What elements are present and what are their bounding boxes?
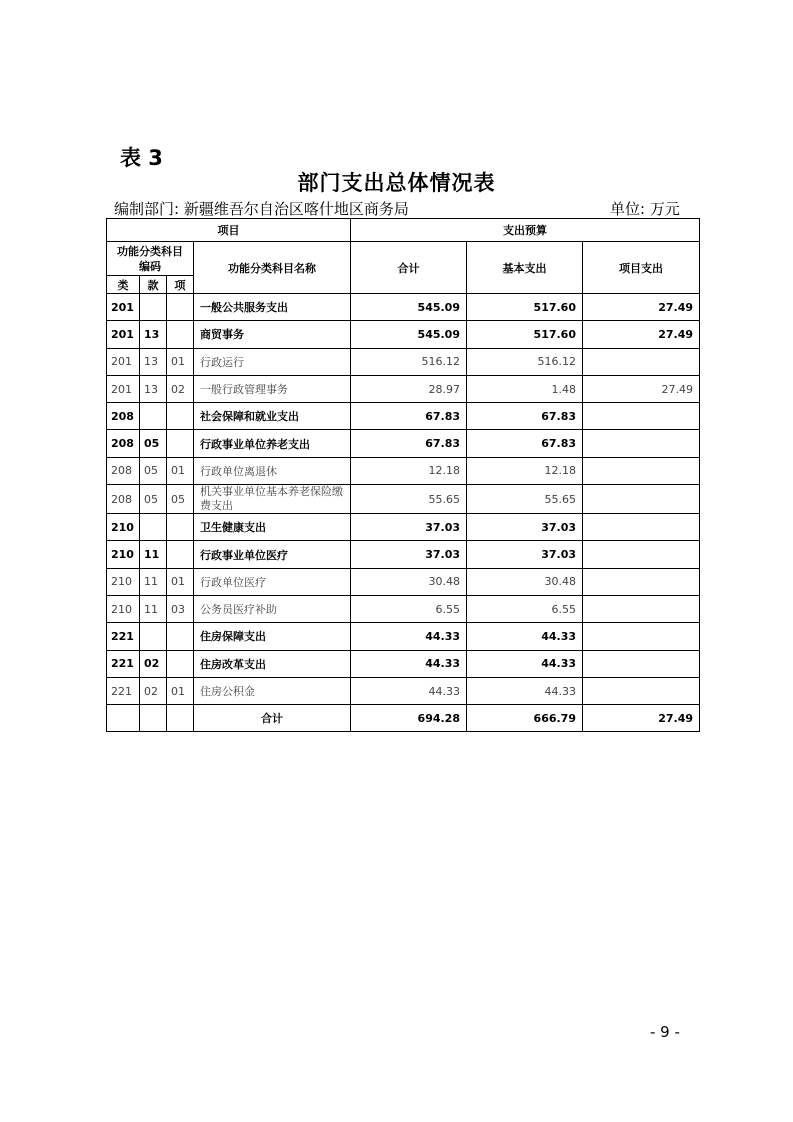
cell-project (583, 457, 700, 484)
cell-name: 行政单位离退休 (194, 457, 351, 484)
cell-name: 商贸事务 (194, 321, 351, 348)
table-row (107, 321, 700, 348)
table-label: 表 3 (120, 146, 163, 170)
cell-basic: 37.03 (467, 541, 583, 568)
cell-total: 44.33 (351, 650, 467, 677)
cell-lei: 201 (107, 348, 140, 375)
cell-project (583, 595, 700, 622)
total-project: 27.49 (583, 705, 700, 732)
cell-basic: 67.83 (467, 403, 583, 430)
page-number: - 9 - (650, 1023, 680, 1041)
cell-name: 机关事业单位基本养老保险缴费支出 (194, 485, 351, 514)
table-row (107, 568, 700, 595)
cell-total: 55.65 (351, 485, 467, 514)
cell-kuan: 05 (140, 430, 167, 457)
table-row (107, 595, 700, 622)
cell-lei: 201 (107, 294, 140, 321)
table-row (107, 348, 700, 375)
cell-project (583, 348, 700, 375)
cell-xiang (167, 321, 194, 348)
header-xiang: 项 (167, 276, 194, 294)
cell-kuan: 11 (140, 595, 167, 622)
cell-kuan (140, 403, 167, 430)
cell-xiang (167, 705, 194, 732)
cell-total: 44.33 (351, 623, 467, 650)
cell-kuan: 13 (140, 321, 167, 348)
table-row (107, 457, 700, 484)
cell-total: 30.48 (351, 568, 467, 595)
cell-kuan: 13 (140, 375, 167, 402)
cell-xiang (167, 403, 194, 430)
cell-project (583, 541, 700, 568)
cell-name: 社会保障和就业支出 (194, 403, 351, 430)
total-amount: 694.28 (351, 705, 467, 732)
cell-lei: 208 (107, 457, 140, 484)
cell-kuan: 11 (140, 568, 167, 595)
cell-xiang: 01 (167, 677, 194, 704)
cell-xiang (167, 430, 194, 457)
header-kuan: 款 (140, 276, 167, 294)
cell-xiang (167, 541, 194, 568)
table-row (107, 650, 700, 677)
header-project: 项目支出 (583, 242, 700, 294)
cell-xiang: 05 (167, 485, 194, 514)
cell-kuan: 13 (140, 348, 167, 375)
table-row (107, 541, 700, 568)
cell-project (583, 677, 700, 704)
cell-name: 住房保障支出 (194, 623, 351, 650)
cell-total: 67.83 (351, 430, 467, 457)
cell-xiang (167, 514, 194, 541)
cell-kuan: 05 (140, 457, 167, 484)
table-row (107, 294, 700, 321)
cell-total: 516.12 (351, 348, 467, 375)
cell-total: 28.97 (351, 375, 467, 402)
cell-basic: 44.33 (467, 677, 583, 704)
cell-lei: 221 (107, 650, 140, 677)
header-name: 功能分类科目名称 (194, 242, 351, 294)
table-row (107, 623, 700, 650)
cell-basic: 1.48 (467, 375, 583, 402)
cell-xiang (167, 294, 194, 321)
expenditure-table (106, 218, 700, 732)
cell-basic: 55.65 (467, 485, 583, 514)
cell-kuan (140, 705, 167, 732)
cell-lei: 221 (107, 623, 140, 650)
cell-project: 27.49 (583, 375, 700, 402)
cell-total: 545.09 (351, 294, 467, 321)
cell-name: 行政事业单位养老支出 (194, 430, 351, 457)
cell-basic: 44.33 (467, 623, 583, 650)
cell-project (583, 485, 700, 514)
header-budget: 支出预算 (351, 219, 700, 242)
cell-kuan: 02 (140, 650, 167, 677)
cell-basic: 6.55 (467, 595, 583, 622)
table-row (107, 430, 700, 457)
cell-lei: 208 (107, 430, 140, 457)
cell-name: 行政事业单位医疗 (194, 541, 351, 568)
cell-basic: 12.18 (467, 457, 583, 484)
header-code-group: 功能分类科目编码 (107, 242, 194, 276)
cell-project: 27.49 (583, 294, 700, 321)
total-row (107, 705, 700, 732)
header-lei: 类 (107, 276, 140, 294)
cell-name: 公务员医疗补助 (194, 595, 351, 622)
cell-lei: 201 (107, 375, 140, 402)
cell-project (583, 650, 700, 677)
cell-xiang: 03 (167, 595, 194, 622)
header-total: 合计 (351, 242, 467, 294)
cell-xiang: 01 (167, 457, 194, 484)
table-row (107, 485, 700, 514)
cell-total: 12.18 (351, 457, 467, 484)
cell-total: 44.33 (351, 677, 467, 704)
cell-lei: 210 (107, 568, 140, 595)
table-row (107, 403, 700, 430)
cell-basic: 30.48 (467, 568, 583, 595)
cell-basic: 517.60 (467, 294, 583, 321)
table-row (107, 677, 700, 704)
cell-lei: 221 (107, 677, 140, 704)
table-row (107, 375, 700, 402)
cell-lei: 208 (107, 403, 140, 430)
cell-name: 一般行政管理事务 (194, 375, 351, 402)
table-row (107, 514, 700, 541)
header-basic: 基本支出 (467, 242, 583, 294)
total-label: 合计 (194, 705, 351, 732)
cell-project (583, 403, 700, 430)
cell-lei: 201 (107, 321, 140, 348)
cell-project (583, 514, 700, 541)
unit-label: 单位: 万元 (610, 200, 680, 218)
cell-kuan (140, 514, 167, 541)
cell-total: 545.09 (351, 321, 467, 348)
total-basic: 666.79 (467, 705, 583, 732)
cell-basic: 516.12 (467, 348, 583, 375)
cell-lei: 210 (107, 541, 140, 568)
cell-kuan: 02 (140, 677, 167, 704)
cell-lei: 210 (107, 514, 140, 541)
cell-lei: 208 (107, 485, 140, 514)
document-title: 部门支出总体情况表 (297, 171, 496, 195)
cell-name: 卫生健康支出 (194, 514, 351, 541)
cell-total: 37.03 (351, 541, 467, 568)
cell-xiang: 01 (167, 348, 194, 375)
cell-lei: 210 (107, 595, 140, 622)
cell-kuan: 11 (140, 541, 167, 568)
cell-basic: 44.33 (467, 650, 583, 677)
cell-lei (107, 705, 140, 732)
cell-basic: 37.03 (467, 514, 583, 541)
cell-name: 住房改革支出 (194, 650, 351, 677)
cell-xiang: 02 (167, 375, 194, 402)
cell-basic: 517.60 (467, 321, 583, 348)
header-item: 项目 (107, 219, 351, 242)
cell-project (583, 623, 700, 650)
cell-basic: 67.83 (467, 430, 583, 457)
cell-project: 27.49 (583, 321, 700, 348)
cell-xiang: 01 (167, 568, 194, 595)
cell-kuan (140, 294, 167, 321)
cell-name: 行政运行 (194, 348, 351, 375)
cell-name: 住房公积金 (194, 677, 351, 704)
cell-total: 6.55 (351, 595, 467, 622)
cell-name: 一般公共服务支出 (194, 294, 351, 321)
cell-total: 37.03 (351, 514, 467, 541)
cell-project (583, 430, 700, 457)
cell-name: 行政单位医疗 (194, 568, 351, 595)
cell-kuan: 05 (140, 485, 167, 514)
cell-total: 67.83 (351, 403, 467, 430)
cell-kuan (140, 623, 167, 650)
cell-xiang (167, 623, 194, 650)
cell-project (583, 568, 700, 595)
compiling-department: 编制部门: 新疆维吾尔自治区喀什地区商务局 (114, 200, 409, 218)
cell-xiang (167, 650, 194, 677)
